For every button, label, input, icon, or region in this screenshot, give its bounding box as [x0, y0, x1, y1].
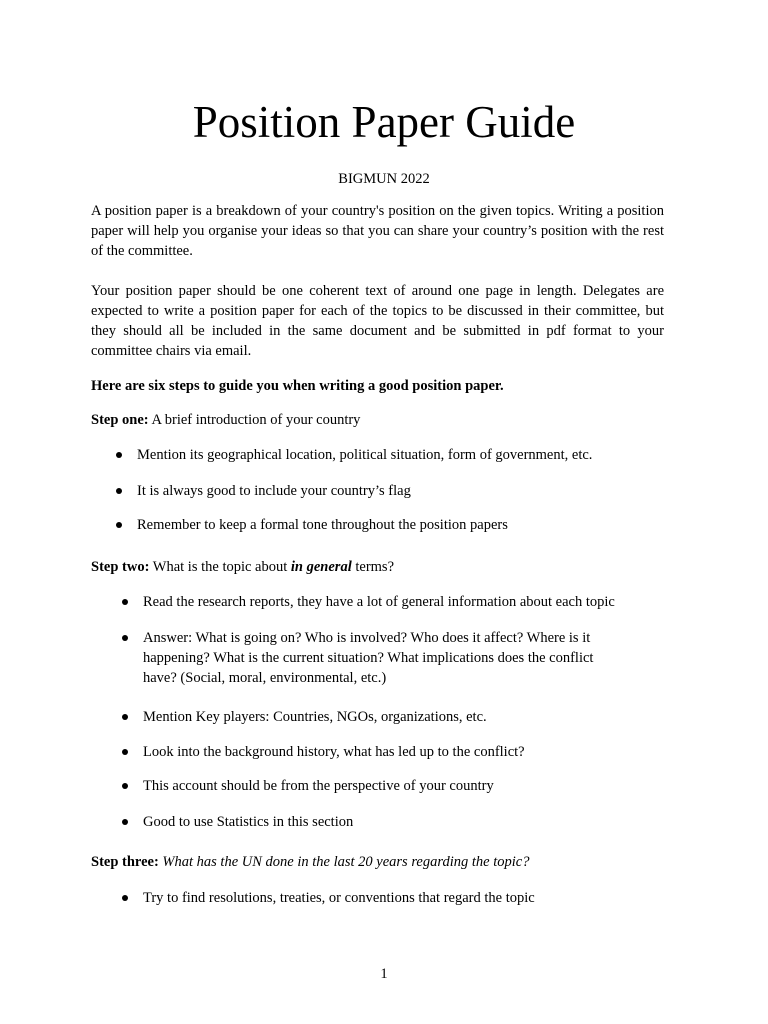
page-title: Position Paper Guide: [192, 97, 576, 147]
bullet-icon: [116, 452, 122, 458]
step-two-bullet: Look into the background history, what has led up to the conflict?: [143, 744, 525, 760]
step-two-bullet: Answer: What is going on? Who is involved? Who does it affect? Where is it happening? What is the current situation? What implications does the conflict have? (Social, moral, environmental, etc.): [143, 630, 594, 686]
step-three-label: Step three:: [91, 854, 159, 870]
step-two-bullet: Mention Key players: Countries, NGOs, organizations, etc.: [143, 709, 487, 725]
step-two-bullet: Good to use Statistics in this section: [143, 814, 354, 830]
bullet-icon: [122, 783, 128, 789]
step-one-text: A brief introduction of your country: [151, 412, 361, 428]
bullet-icon: [116, 522, 122, 528]
bullet-icon: [122, 714, 128, 720]
step-one-bullet: Remember to keep a formal tone throughout the position papers: [137, 517, 508, 533]
bullet-icon: [116, 488, 122, 494]
step-two-heading: [91, 557, 394, 577]
step-three-heading: [91, 852, 529, 872]
step-three-bullet: Try to find resolutions, treaties, or conventions that regard the topic: [143, 890, 535, 906]
step-three-text: What has the UN done in the last 20 years regarding the topic?: [162, 854, 530, 870]
step-one-bullet: It is always good to include your country’s flag: [137, 483, 411, 499]
intro-paragraph: A position paper is a breakdown of your country's position on the given topics. Writing a position paper will help you organise your ideas so that you can share your country’s position with the rest of the committee.: [91, 203, 664, 259]
step-one-label: Step one:: [91, 412, 149, 428]
step-two-text-after: terms?: [355, 559, 395, 575]
step-one-heading: [91, 410, 360, 430]
step-two-bullet: Read the research reports, they have a lot of general information about each topic: [143, 594, 615, 610]
step-two-bullet: This account should be from the perspective of your country: [143, 778, 494, 794]
bullet-icon: [122, 819, 128, 825]
page-subtitle: BIGMUN 2022: [338, 171, 430, 187]
step-two-label: Step two:: [91, 559, 150, 575]
bullet-icon: [122, 895, 128, 901]
step-two-text: What is the topic about: [152, 559, 288, 575]
page-number: 1: [380, 966, 388, 982]
bullet-icon: [122, 599, 128, 605]
step-one-bullet: Mention its geographical location, political situation, form of government, etc.: [137, 447, 593, 463]
length-paragraph: Your position paper should be one coherent text of around one page in length. Delegates are expected to write a position paper for each of the topics to be discussed in their committee, but they should all be included in the same document and be submitted in pdf format to your committee chairs via email.: [91, 283, 664, 359]
steps-heading: Here are six steps to guide you when writing a good position paper.: [91, 378, 504, 394]
bullet-icon: [122, 635, 128, 641]
bullet-icon: [122, 749, 128, 755]
step-two-emphasis: in general: [290, 559, 352, 575]
